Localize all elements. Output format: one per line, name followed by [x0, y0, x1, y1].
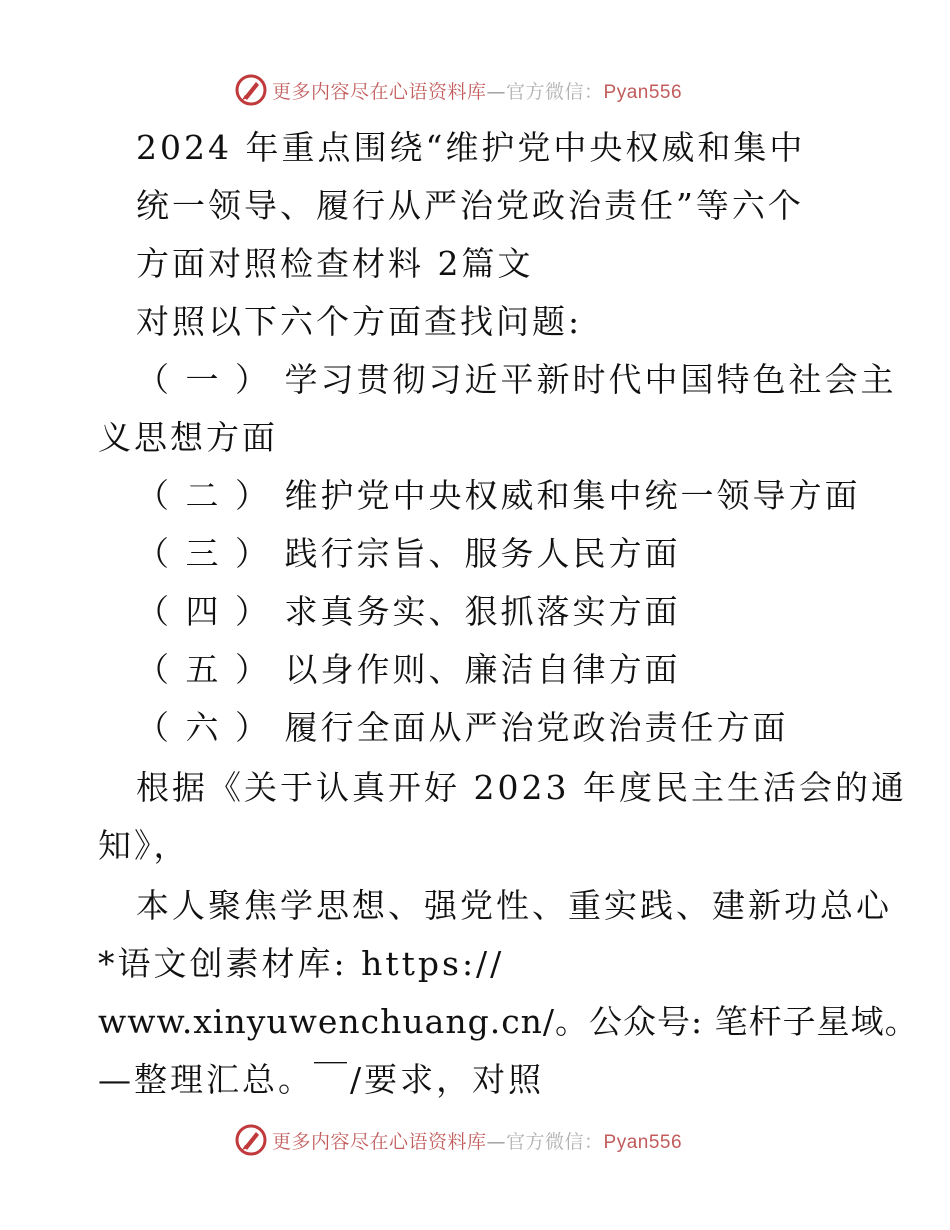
- body-paragraph-2-line-3: www.xinyuwenchuang.cn/。公众号: 笔杆子星域。: [98, 1002, 919, 1041]
- body-paragraph-2-line-2: *语文创素材库: https://: [98, 944, 505, 983]
- list-item-1-continued: 义思想方面: [98, 418, 278, 457]
- banner-separator: —: [486, 1130, 507, 1153]
- list-item-1: （ 一 ） 学习贯彻习近平新时代中国特色社会主: [136, 360, 897, 399]
- footer-watermark: [234, 1122, 682, 1158]
- list-item-5: （ 五 ） 以身作则、廉洁自律方面: [136, 650, 681, 689]
- document-title-line-1: 2024 年重点围绕“维护党中央权威和集中: [136, 128, 806, 167]
- brand-logo-icon: [234, 1123, 268, 1157]
- banner-brand: 更多内容尽在心语资料库: [272, 80, 487, 103]
- body-paragraph-1: 根据《关于认真开好 2023 年度民主生活会的通: [136, 768, 907, 807]
- body-paragraph-1-continued: 知》，: [98, 826, 190, 865]
- document-title-line-2: 统一领导、履行从严治党政治责任”等六个: [136, 186, 804, 225]
- footer-watermark-text: [272, 1127, 682, 1154]
- banner-separator: —: [486, 80, 507, 103]
- banner-wechat-id: Pyan556: [603, 1131, 683, 1153]
- body-paragraph-2: 本人聚焦学思想、强党性、重实践、建新功总心: [136, 886, 892, 925]
- list-item-6: （ 六 ） 履行全面从严治党政治责任方面: [136, 708, 789, 747]
- banner-wechat-label: 官方微信：: [506, 80, 604, 103]
- banner-wechat-id: Pyan556: [603, 81, 683, 103]
- list-item-2: （ 二 ） 维护党中央权威和集中统一领导方面: [136, 476, 861, 515]
- banner-brand: 更多内容尽在心语资料库: [272, 1130, 487, 1153]
- document-title-line-3: 方面对照检查材料 2篇文: [136, 244, 534, 283]
- intro-text: 对照以下六个方面查找问题:: [136, 302, 583, 341]
- list-item-4: （ 四 ） 求真务实、狠抓落实方面: [136, 592, 681, 631]
- header-watermark-text: [272, 77, 682, 104]
- brand-logo-icon: [234, 73, 268, 107]
- list-item-3: （ 三 ） 践行宗旨、服务人民方面: [136, 534, 681, 573]
- banner-wechat-label: 官方微信：: [506, 1130, 604, 1153]
- header-watermark: [234, 72, 682, 108]
- body-paragraph-2-line-4: —整理汇总。￣/要求，对照: [98, 1060, 545, 1099]
